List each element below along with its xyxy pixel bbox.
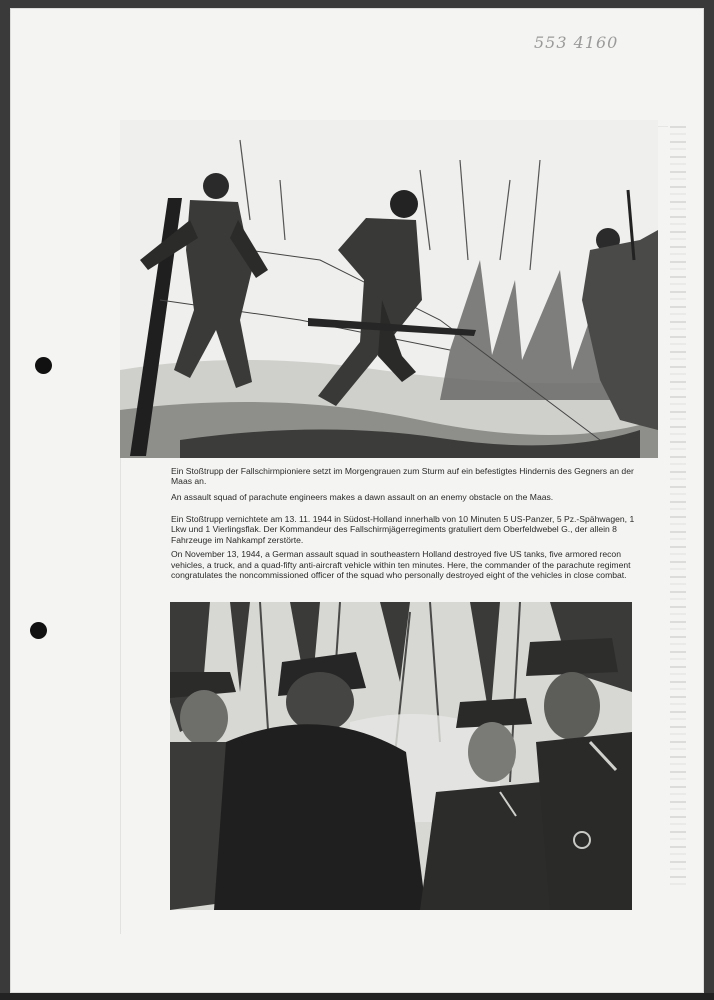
handwritten-archive-number: 553 4160 xyxy=(534,33,619,52)
caption-block-1 xyxy=(171,466,637,502)
caption-photo2-english: On November 13, 1944, a German assault squad in southeastern Holland destroyed five US tanks, five armored recon vehicles, a truck, and a quad-fifty anti-aircraft vehicle within ten minutes. Here, the commander of the parachute regiment congratulates the noncommissioned officer of the squad who personally destroyed eight of the vehicles in close combat. xyxy=(171,549,631,581)
caption-photo1-english: An assault squad of parachute engineers makes a dawn assault on an enemy obstacle on the Maas. xyxy=(171,491,554,502)
assault-squad-photo xyxy=(120,120,658,458)
assault-squad-photo-image xyxy=(120,120,658,458)
punch-hole-top xyxy=(35,357,52,374)
caption-photo1-german: Ein Stoßtrupp der Fallschirmpioniere setzt im Morgengrauen zum Sturm auf ein befestigtes Hindernis des Gegners an der Maas an. xyxy=(171,466,634,487)
punch-hole-bottom xyxy=(30,622,47,639)
commander-congratulates-photo xyxy=(170,602,632,910)
scanner-bottom-border xyxy=(0,993,714,1000)
caption-block-2 xyxy=(171,514,637,580)
photocopy-scan-noise xyxy=(670,126,686,886)
caption-photo2-german: Ein Stoßtrupp vernichtete am 13. 11. 1944 in Südost-Holland innerhalb von 10 Minuten 5 US-Panzer, 5 Pz.-Spähwagen, 1 Lkw und 1 Vierlingsflak. Der Kommandeur des Fallschirmjägerregiments gratuliert dem Oberfeldwebel G., der allein 8 Fahrzeuge im Nahkampf zerstörte. xyxy=(171,514,635,545)
commander-congratulates-photo-image xyxy=(170,602,632,910)
